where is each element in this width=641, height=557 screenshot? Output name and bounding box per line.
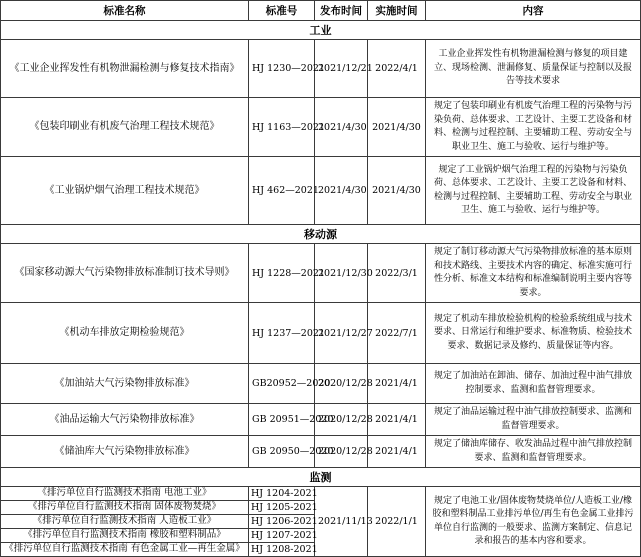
standard-name-cell: 《排污单位自行监测技术指南 有色金属工业—再生金属》 (1, 543, 249, 557)
standard-name-cell: 《国家移动源大气污染物排放标准制订技术导则》 (1, 244, 249, 303)
publish-date-cell: 2021/4/30 (315, 157, 368, 225)
header-standard-name: 标准名称 (1, 1, 249, 21)
standard-name-cell: 《排污单位自行监测技术指南 固体废物焚烧》 (1, 501, 249, 515)
standard-name-cell: 《油品运输大气污染物排放标准》 (1, 404, 249, 436)
table-row (1, 404, 641, 436)
content-cell: 规定了油品运输过程中油气排放控制要求、监测和监督管理要求。 (426, 404, 641, 436)
effective-date-cell: 2021/4/30 (368, 157, 426, 225)
content-cell-merged: 规定了电池工业/固体废物焚烧单位/人造板工业/橡胶和塑料制品工业排污单位/再生有色金属工业排污单位自行监测的一般要求、监测方案制定、信息记录和报告的基本内容和要求。 (426, 487, 641, 557)
publish-date-cell: 2021/12/27 (315, 303, 368, 364)
standard-name-cell: 《包装印刷业有机废气治理工程技术规范》 (1, 98, 249, 157)
effective-date-cell: 2021/4/1 (368, 436, 426, 468)
publish-date-cell: 2021/12/30 (315, 244, 368, 303)
standard-code-cell: HJ 1228—2021 (249, 244, 315, 303)
effective-date-cell: 2022/4/1 (368, 40, 426, 98)
effective-date-cell-merged: 2022/1/1 (368, 487, 426, 557)
section-title-mobile-source: 移动源 (1, 225, 641, 244)
section-row-industry (1, 21, 641, 40)
standard-code-cell: HJ 1237—2021 (249, 303, 315, 364)
table-row (1, 487, 641, 501)
content-cell: 规定了加油站在卸油、储存、加油过程中油气排放控制要求、监测和监督管理要求。 (426, 364, 641, 404)
effective-date-cell: 2021/4/1 (368, 404, 426, 436)
publish-date-cell: 2021/4/30 (315, 98, 368, 157)
table-row (1, 303, 641, 364)
standard-code-cell: HJ 1207-2021 (249, 529, 315, 543)
content-cell: 规定了机动车排放检验机构的检验系统组成与技术要求、日常运行和维护要求、标准物质、检验技术要求、数据记录及修约、质量保证等内容。 (426, 303, 641, 364)
standard-code-cell: HJ 1230—2021 (249, 40, 315, 98)
standard-name-cell: 《工业锅炉烟气治理工程技术规范》 (1, 157, 249, 225)
standard-name-cell: 《加油站大气污染物排放标准》 (1, 364, 249, 404)
table-row (1, 98, 641, 157)
publish-date-cell: 2020/12/28 (315, 436, 368, 468)
standard-code-cell: HJ 1205-2021 (249, 501, 315, 515)
standard-code-cell: GB 20951—2020 (249, 404, 315, 436)
standard-code-cell: HJ 1208-2021 (249, 543, 315, 557)
header-publish-date: 发布时间 (315, 1, 368, 21)
standard-code-cell: HJ 1163—2021 (249, 98, 315, 157)
effective-date-cell: 2022/7/1 (368, 303, 426, 364)
content-cell: 规定了储油库储存、收发油品过程中油气排放控制要求、监测和监督管理要求。 (426, 436, 641, 468)
header-effective-date: 实施时间 (368, 1, 426, 21)
table-row (1, 436, 641, 468)
standard-name-cell: 《排污单位自行监测技术指南 橡胶和塑料制品》 (1, 529, 249, 543)
header-content: 内容 (426, 1, 641, 21)
content-cell: 规定了包装印刷业有机废气治理工程的污染物与污染负荷、总体要求、工艺设计、主要工艺设备和材料、检测与过程控制、主要辅助工程、劳动安全与职业卫生、施工与验收、运行与维护等。 (426, 98, 641, 157)
section-title-monitoring: 监测 (1, 468, 641, 487)
content-cell: 规定了工业锅炉烟气治理工程的污染物与污染负荷、总体要求、工艺设计、主要工艺设备和材料、检测与过程控制、主要辅助工程、劳动安全与职业卫生、施工与验收、运行与维护等。 (426, 157, 641, 225)
section-row-monitoring (1, 468, 641, 487)
standard-name-cell: 《机动车排放定期检验规范》 (1, 303, 249, 364)
table-header-row (1, 1, 641, 21)
table-row (1, 157, 641, 225)
table-row (1, 364, 641, 404)
standard-code-cell: HJ 1204-2021 (249, 487, 315, 501)
standard-name-cell: 《排污单位自行监测技术指南 人造板工业》 (1, 515, 249, 529)
publish-date-cell: 2021/12/21 (315, 40, 368, 98)
effective-date-cell: 2022/3/1 (368, 244, 426, 303)
publish-date-cell: 2020/12/28 (315, 404, 368, 436)
standard-code-cell: HJ 462—2021 (249, 157, 315, 225)
effective-date-cell: 2021/4/1 (368, 364, 426, 404)
standard-code-cell: GB 20950—2020 (249, 436, 315, 468)
standard-name-cell: 《排污单位自行监测技术指南 电池工业》 (1, 487, 249, 501)
standard-code-cell: HJ 1206-2021 (249, 515, 315, 529)
publish-date-cell-merged: 2021/11/13 (315, 487, 368, 557)
publish-date-cell: 2020/12/28 (315, 364, 368, 404)
table-row (1, 40, 641, 98)
content-cell: 规定了制订移动源大气污染物排放标准的基本原则和技术路线、主要技术内容的确定、标准实施可行性分析、标准文本结构和标准编制说明主要内容等要求。 (426, 244, 641, 303)
content-cell: 工业企业挥发性有机物泄漏检测与修复的项目建立、现场检测、泄漏修复、质量保证与控制以及报告等技术要求 (426, 40, 641, 98)
table-row (1, 244, 641, 303)
standard-name-cell: 《储油库大气污染物排放标准》 (1, 436, 249, 468)
standard-name-cell: 《工业企业挥发性有机物泄漏检测与修复技术指南》 (1, 40, 249, 98)
header-standard-code: 标准号 (249, 1, 315, 21)
effective-date-cell: 2021/4/30 (368, 98, 426, 157)
section-row-mobile-source (1, 225, 641, 244)
standard-code-cell: GB20952—2020 (249, 364, 315, 404)
section-title-industry: 工业 (1, 21, 641, 40)
